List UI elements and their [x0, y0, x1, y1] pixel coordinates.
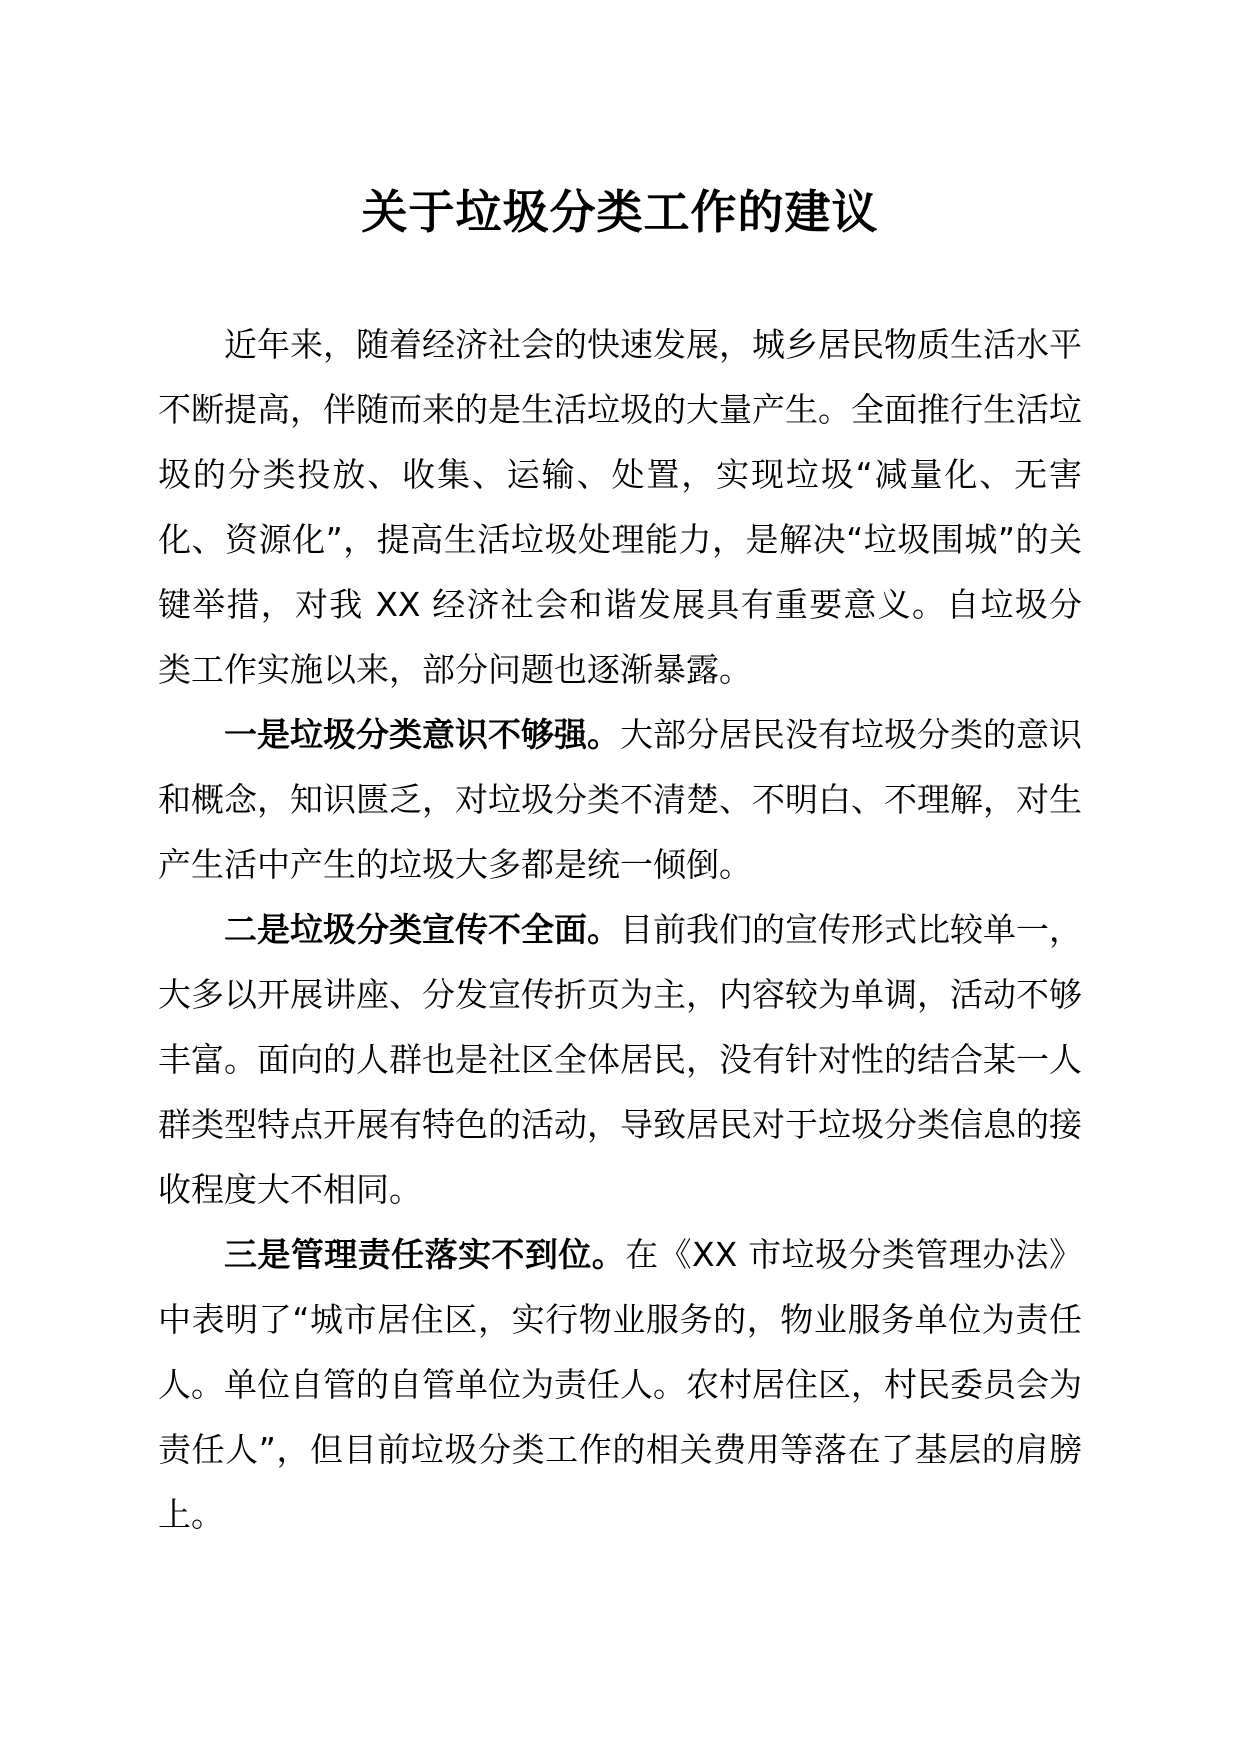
point-3-text: 在《XX 市垃圾分类管理办法》中表明了“城市居住区，实行物业服务的，物业服务单位为责任人。单位自管的自管单位为责任人。农村居住区，村民委员会为责任人”，但目前垃圾分类工作的相关费用等落在了基层的肩膀上。: [158, 1235, 1082, 1534]
point-1-lead: 一是垃圾分类意识不够强。: [224, 715, 620, 754]
point-1-text: 大部分居民没有垃圾分类的意识和概念，知识匮乏，对垃圾分类不清楚、不明白、不理解，对生产生活中产生的垃圾大多都是统一倾倒。: [158, 715, 1082, 884]
point-2-text: 目前我们的宣传形式比较单一，大多以开展讲座、分发宣传折页为主，内容较为单调，活动不够丰富。面向的人群也是社区全体居民，没有针对性的结合某一人群类型特点开展有特色的活动，导致居民对于垃圾分类信息的接收程度大不相同。: [158, 910, 1082, 1209]
document-body: [158, 312, 1082, 1547]
point-paragraph-3: [158, 1222, 1082, 1547]
point-paragraph-1: [158, 702, 1082, 897]
intro-paragraph: 近年来，随着经济社会的快速发展，城乡居民物质生活水平不断提高，伴随而来的是生活垃圾的大量产生。全面推行生活垃圾的分类投放、收集、运输、处置，实现垃圾“减量化、无害化、资源化”，提高生活垃圾处理能力，是解决“垃圾围城”的关键举措，对我 XX 经济社会和谐发展具有重要意义。自垃圾分类工作实施以来，部分问题也逐渐暴露。: [158, 325, 1082, 689]
document-title: 关于垃圾分类工作的建议: [361, 185, 879, 239]
point-3-lead: 三是管理责任落实不到位。: [224, 1235, 626, 1274]
point-2-lead: 二是垃圾分类宣传不全面。: [224, 910, 620, 949]
point-paragraph-2: [158, 897, 1082, 1222]
